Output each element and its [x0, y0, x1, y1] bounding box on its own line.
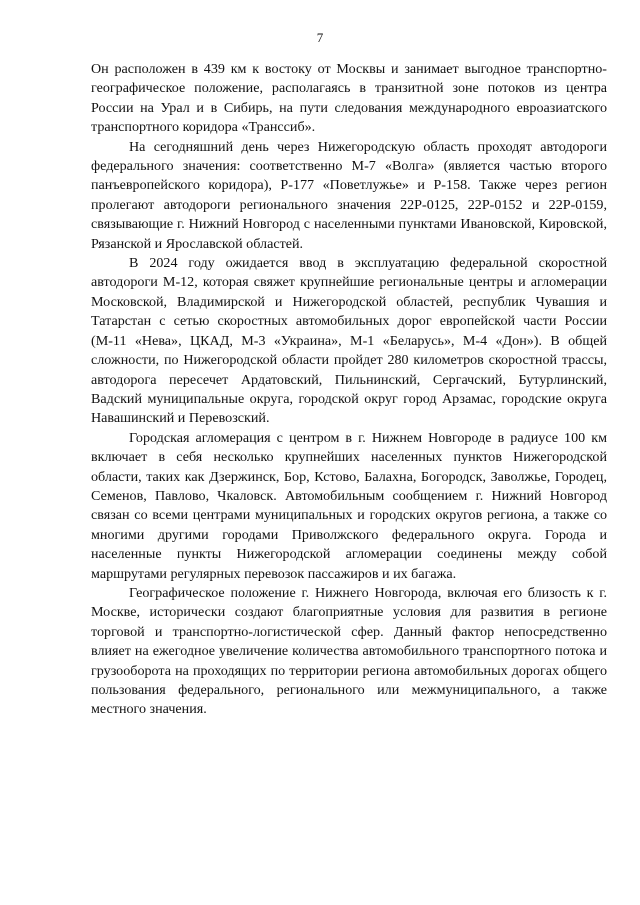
paragraph-federal-roads: На сегодняшний день через Нижегородскую область проходят автодороги федерального значения: соответственно М-7 «Волга» (является частью второго панъевропейского коридора), Р-177 «Поветлужье» и Р-158. Также через регион пролегают автодороги регионального значения 22Р-0125, 22Р-0152 и 22Р-0159, связывающие г. Нижний Новгород с населенными пунктами Ивановской, Кировской, Рязанской и Ярославской областей.	[91, 138, 607, 252]
paragraph-agglomeration: Городская агломерация с центром в г. Нижнем Новгороде в радиусе 100 км включает в себя несколько крупнейших населенных пунктов Нижегородской области, таких как Дзержинск, Бор, Кстово, Балахна, Богородск, Заволжье, Городец, Семенов, Павлово, Чкаловск. Автомобильным сообщением г. Нижний Новгород связан со всеми центрами муниципальных и городских округов региона, а также со многими другими городами Приволжского федерального округа. Города и населенные пункты Нижегородской агломерации соединены между собой маршрутами регулярных перевозок пассажиров и их багажа.	[91, 429, 607, 582]
page-number: 7	[316, 30, 324, 45]
body-text	[91, 60, 607, 720]
paragraph-m12-highway: В 2024 году ожидается ввод в эксплуатацию федеральной скоростной автодороги М-12, которая свяжет крупнейшие региональные центры и агломерации Московской, Владимирской и Нижегородской областей, республик Чувашия и Татарстан с сетью скоростных автомобильных дорог европейской части России (М-11 «Нева», ЦКАД, М-3 «Украина», М-1 «Беларусь», М-4 «Дон»). В общей сложности, по Нижегородской области пройдет 280 километров скоростной трассы, автодорога пересечет Ардатовский, Пильнинский, Сергачский, Бутурлинский, Вадский муниципальные округа, городской округ город Арзамас, городские округа Навашинский и Перевозский.	[91, 255, 607, 427]
paragraph-geographic-position: Географическое положение г. Нижнего Новгорода, включая его близость к г. Москве, исторически создают благоприятные условия для развития в регионе торговой и транспортно-логистической сфер. Данный фактор непосредственно влияет на ежегодное увеличение количества автомобильного транспортного потока и грузооборота на проходящих по территории региона автомобильных дорогах общего пользования федерального, регионального или межмуниципального, а также местного значения.	[91, 584, 607, 718]
paragraph-location: Он расположен в 439 км к востоку от Москвы и занимает выгодное транспортно-географическое положение, располагаясь в транзитной зоне потоков из центра России на Урал и в Сибирь, на пути следования международного евроазиатского транспортного коридора «Транссиб».	[91, 61, 607, 136]
